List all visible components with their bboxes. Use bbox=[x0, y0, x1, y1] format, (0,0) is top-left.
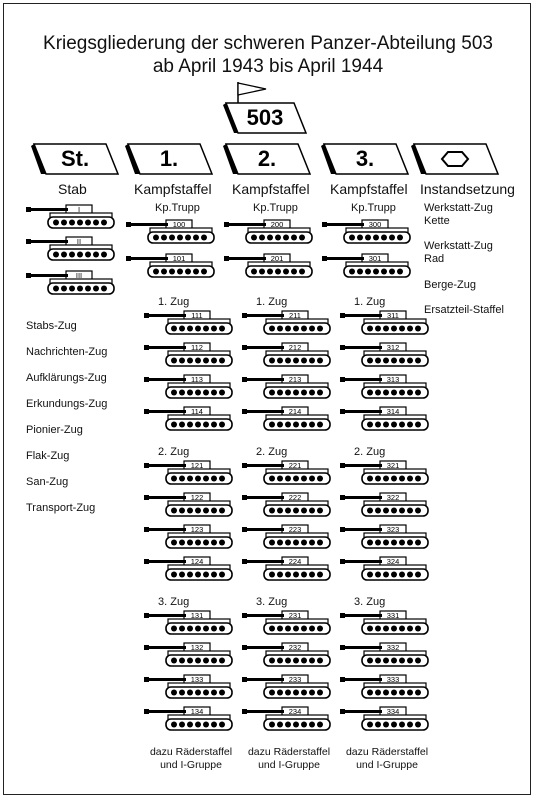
platoon-tank bbox=[144, 556, 236, 582]
company-hq-tank bbox=[224, 253, 316, 279]
platoon-tank bbox=[144, 674, 236, 700]
maintenance-item-label: Werkstatt-Zug bbox=[424, 240, 493, 252]
company-hq-label: Kp.Trupp bbox=[351, 202, 396, 214]
tank-number: 331 bbox=[386, 611, 400, 620]
staff-symbol-label: St. bbox=[60, 146, 90, 171]
tank-number: 222 bbox=[288, 493, 302, 502]
company-hq-tank bbox=[126, 219, 218, 245]
tank-number: 214 bbox=[288, 407, 302, 416]
company-symbol-1-label: 1. bbox=[159, 146, 179, 171]
diagram-title-line2: ab April 1943 bis April 1944 bbox=[152, 56, 384, 77]
company-footer-line1: dazu Räderstaffel bbox=[149, 746, 233, 758]
platoon-tank bbox=[242, 556, 334, 582]
staff-tank bbox=[26, 270, 118, 296]
company-symbol-3 bbox=[320, 143, 410, 175]
platoon-label: 1. Zug bbox=[158, 296, 190, 308]
tank-number: 312 bbox=[386, 343, 400, 352]
platoon-tank bbox=[340, 642, 432, 668]
platoon-tank bbox=[242, 706, 334, 732]
company-heading: Kampfstaffel bbox=[134, 181, 212, 197]
tank-number: 233 bbox=[288, 675, 302, 684]
platoon-tank bbox=[144, 492, 236, 518]
tank-number: 323 bbox=[386, 525, 400, 534]
platoon-tank bbox=[144, 406, 236, 432]
platoon-tank bbox=[144, 706, 236, 732]
platoon-label: 3. Zug bbox=[158, 596, 190, 608]
maintenance-heading: Instandsetzung bbox=[420, 181, 515, 197]
company-hq-label: Kp.Trupp bbox=[253, 202, 298, 214]
platoon-label: 2. Zug bbox=[256, 446, 288, 458]
tank-number: 334 bbox=[386, 707, 400, 716]
platoon-tank bbox=[144, 374, 236, 400]
company-footer-line2: und I-Gruppe bbox=[258, 759, 320, 771]
tank-number: 301 bbox=[368, 254, 382, 263]
platoon-label: 3. Zug bbox=[354, 596, 386, 608]
tank-number: 211 bbox=[289, 311, 301, 320]
platoon-tank bbox=[242, 374, 334, 400]
platoon-tank bbox=[242, 406, 334, 432]
company-heading: Kampfstaffel bbox=[232, 181, 310, 197]
platoon-tank bbox=[340, 556, 432, 582]
platoon-tank bbox=[340, 706, 432, 732]
platoon-tank bbox=[340, 610, 432, 636]
battalion-hq-symbol bbox=[222, 102, 308, 134]
staff-heading: Stab bbox=[58, 181, 87, 197]
company-footer-line1: dazu Räderstaffel bbox=[345, 746, 429, 758]
workshop-hexagon-icon bbox=[410, 143, 500, 175]
tank-number: 100 bbox=[172, 220, 186, 229]
tank-number: 224 bbox=[288, 557, 302, 566]
tank-number: 324 bbox=[386, 557, 400, 566]
platoon-tank bbox=[340, 674, 432, 700]
staff-platoon-label: Transport-Zug bbox=[26, 502, 96, 514]
tank-number: 200 bbox=[270, 220, 284, 229]
platoon-tank bbox=[340, 310, 432, 336]
tank-number: 111 bbox=[191, 311, 203, 320]
staff-tank bbox=[26, 236, 118, 262]
tank-number: 112 bbox=[191, 343, 203, 352]
tank-number: 311 bbox=[387, 311, 399, 320]
company-hq-tank bbox=[322, 253, 414, 279]
maintenance-item-label: Rad bbox=[424, 253, 445, 265]
platoon-tank bbox=[242, 674, 334, 700]
platoon-tank bbox=[144, 524, 236, 550]
tank-number: 333 bbox=[386, 675, 400, 684]
staff-tank bbox=[26, 204, 118, 230]
tank-number: 122 bbox=[190, 493, 204, 502]
tank-number: 234 bbox=[288, 707, 302, 716]
company-footer-line2: und I-Gruppe bbox=[356, 759, 418, 771]
platoon-tank bbox=[144, 642, 236, 668]
tank-number: 131 bbox=[190, 611, 204, 620]
platoon-tank bbox=[144, 310, 236, 336]
tank-number: 321 bbox=[386, 461, 400, 470]
platoon-tank bbox=[242, 610, 334, 636]
company-symbol-1 bbox=[124, 143, 214, 175]
tank-number: II bbox=[76, 237, 82, 246]
platoon-tank bbox=[242, 310, 334, 336]
tank-number: 223 bbox=[288, 525, 302, 534]
tank-number: 133 bbox=[190, 675, 204, 684]
platoon-label: 3. Zug bbox=[256, 596, 288, 608]
tank-number: 113 bbox=[191, 375, 203, 384]
platoon-label: 2. Zug bbox=[354, 446, 386, 458]
staff-platoon-label: Nachrichten-Zug bbox=[26, 346, 108, 358]
company-footer-line1: dazu Räderstaffel bbox=[247, 746, 331, 758]
maintenance-symbol bbox=[410, 143, 500, 175]
staff-platoon-label: Pionier-Zug bbox=[26, 424, 83, 436]
staff-platoon-label: Flak-Zug bbox=[26, 450, 70, 462]
tank-number: I bbox=[77, 205, 81, 214]
tank-number: 332 bbox=[386, 643, 400, 652]
tank-number: 313 bbox=[386, 375, 400, 384]
tank-number: 212 bbox=[288, 343, 302, 352]
staff-platoon-label: San-Zug bbox=[26, 476, 69, 488]
platoon-tank bbox=[340, 406, 432, 432]
tank-number: 132 bbox=[190, 643, 204, 652]
platoon-tank bbox=[144, 342, 236, 368]
tank-number: 213 bbox=[288, 375, 302, 384]
maintenance-item-label: Berge-Zug bbox=[424, 279, 476, 291]
platoon-label: 2. Zug bbox=[158, 446, 190, 458]
tank-number: 101 bbox=[172, 254, 186, 263]
platoon-tank bbox=[242, 342, 334, 368]
platoon-tank bbox=[340, 374, 432, 400]
tank-number: 314 bbox=[386, 407, 400, 416]
company-hq-tank bbox=[224, 219, 316, 245]
platoon-tank bbox=[144, 610, 236, 636]
tank-number: 121 bbox=[190, 461, 204, 470]
tank-number: 221 bbox=[288, 461, 302, 470]
company-heading: Kampfstaffel bbox=[330, 181, 408, 197]
pennant-flag-icon bbox=[236, 80, 276, 104]
maintenance-item-label: Ersatzteil-Staffel bbox=[424, 304, 504, 316]
platoon-tank bbox=[242, 642, 334, 668]
platoon-tank bbox=[242, 492, 334, 518]
platoon-label: 1. Zug bbox=[354, 296, 386, 308]
platoon-tank bbox=[340, 492, 432, 518]
tank-number: 322 bbox=[386, 493, 400, 502]
platoon-tank bbox=[242, 460, 334, 486]
tank-number: 123 bbox=[190, 525, 204, 534]
platoon-tank bbox=[242, 524, 334, 550]
company-hq-tank bbox=[126, 253, 218, 279]
company-symbol-2 bbox=[222, 143, 312, 175]
tank-number: 232 bbox=[288, 643, 302, 652]
tank-number: 201 bbox=[270, 254, 284, 263]
company-footer-line2: und I-Gruppe bbox=[160, 759, 222, 771]
diagram-title-line1: Kriegsgliederung der schweren Panzer-Abteilung 503 bbox=[43, 33, 493, 54]
tank-number: 134 bbox=[190, 707, 204, 716]
staff-platoon-label: Stabs-Zug bbox=[26, 320, 77, 332]
platoon-tank bbox=[340, 342, 432, 368]
tank-number: III bbox=[75, 271, 83, 280]
company-hq-tank bbox=[322, 219, 414, 245]
platoon-tank bbox=[340, 524, 432, 550]
tank-number: 124 bbox=[190, 557, 204, 566]
platoon-tank bbox=[340, 460, 432, 486]
tank-number: 300 bbox=[368, 220, 382, 229]
company-symbol-2-label: 2. bbox=[257, 146, 277, 171]
staff-symbol bbox=[30, 143, 120, 175]
platoon-label: 1. Zug bbox=[256, 296, 288, 308]
company-hq-label: Kp.Trupp bbox=[155, 202, 200, 214]
staff-platoon-label: Erkundungs-Zug bbox=[26, 398, 108, 410]
platoon-tank bbox=[144, 460, 236, 486]
maintenance-item-label: Kette bbox=[424, 215, 450, 227]
tank-number: 231 bbox=[288, 611, 302, 620]
maintenance-item-label: Werkstatt-Zug bbox=[424, 202, 493, 214]
company-symbol-3-label: 3. bbox=[355, 146, 375, 171]
battalion-number: 503 bbox=[246, 105, 284, 130]
tank-number: 114 bbox=[191, 407, 203, 416]
staff-platoon-label: Aufklärungs-Zug bbox=[26, 372, 107, 384]
